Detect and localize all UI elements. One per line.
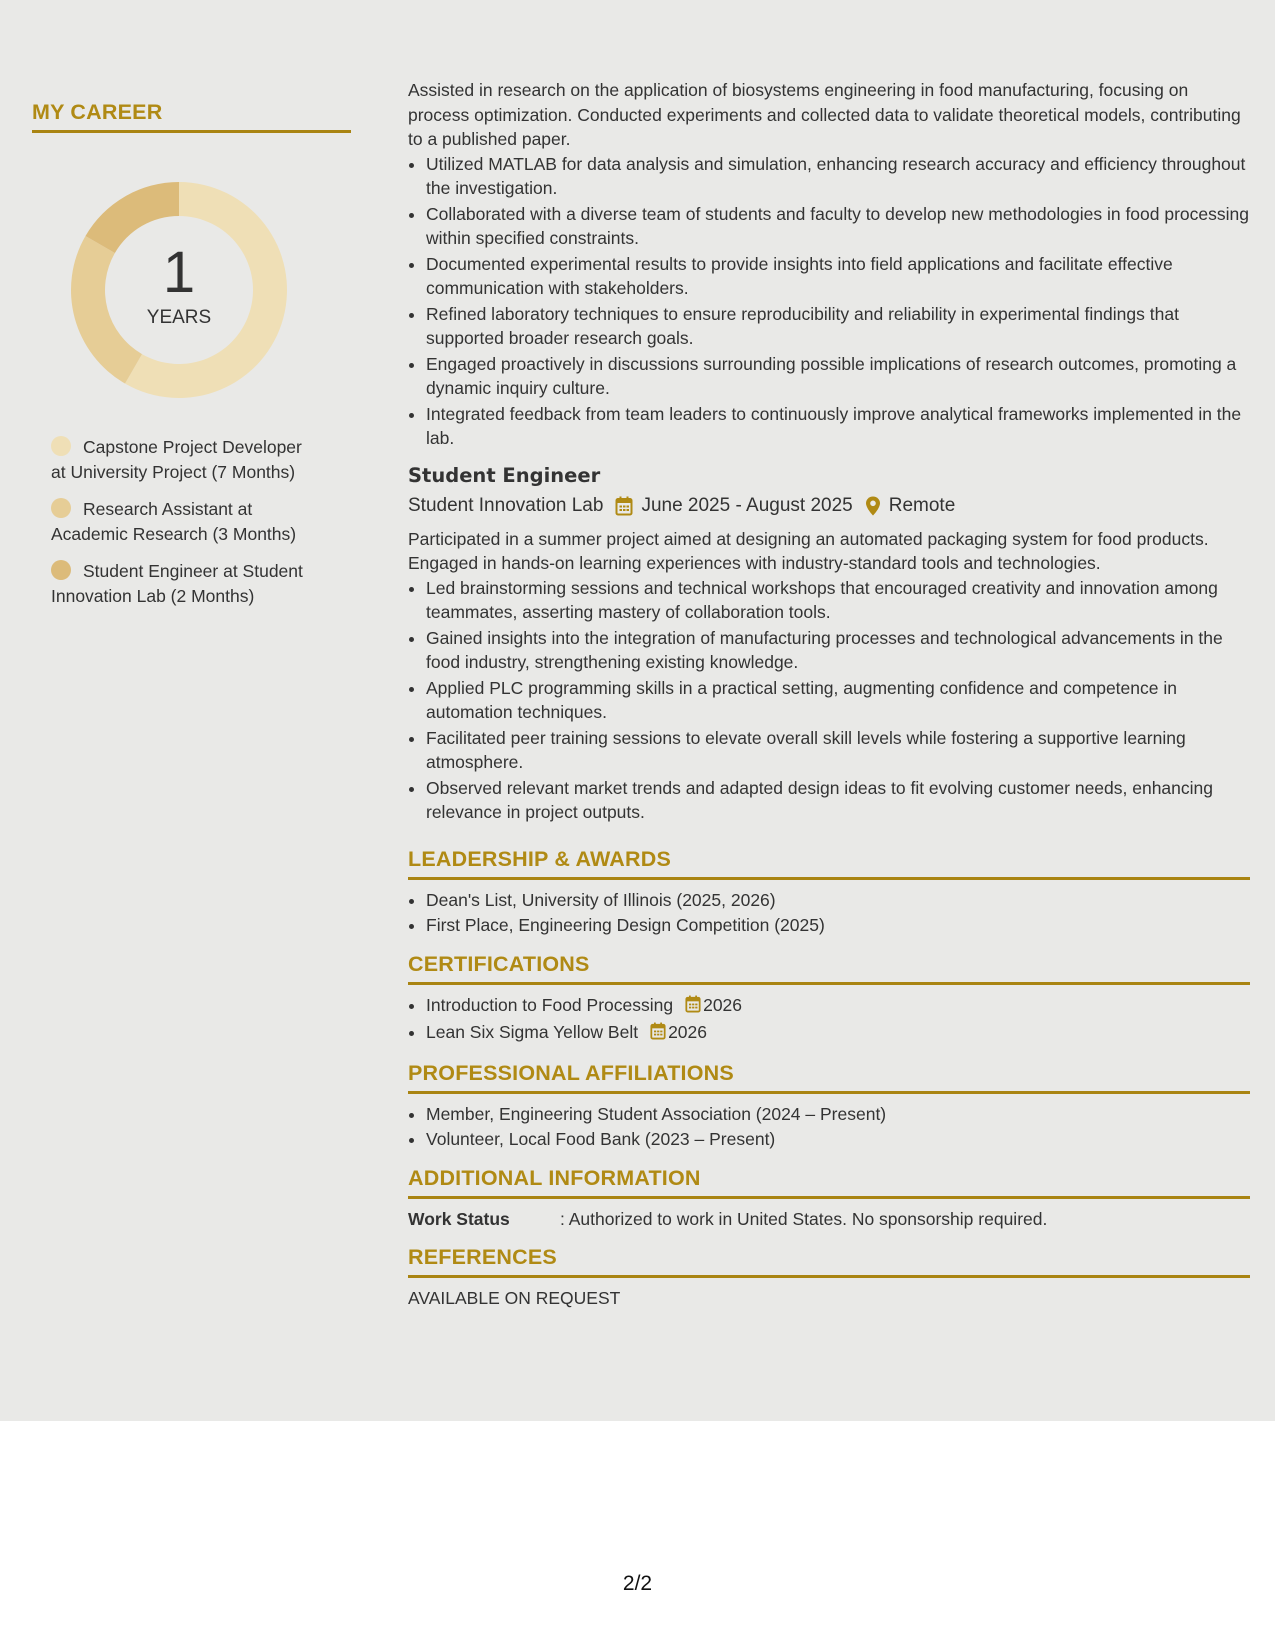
job-location: Remote [888,494,956,516]
legend-dot-icon [51,498,71,518]
work-status-value: : Authorized to work in United States. No sponsorship required. [560,1208,1048,1229]
page-number: 2/2 [622,1572,653,1595]
additional-section [408,1164,1250,1232]
list-item: • First Place, Engineering Design Competition (2025) [426,913,1250,938]
references-section [408,1243,1250,1311]
list-item: • Utilized MATLAB for data analysis and simulation, enhancing research accuracy and efficiency throughout the investigation. [426,152,1250,201]
list-item: • Integrated feedback from team leaders to continuously improve analytical frameworks implemented in the lab. [426,402,1250,451]
cert-year: 2026 [668,1022,708,1042]
work-status-key: Work Status [408,1208,510,1229]
career-years-unit: YEARS [146,307,212,328]
list-item: • Collaborated with a diverse team of students and faculty to develop new methodologies in food processing within specified constraints. [426,202,1250,251]
legend-label: Student Engineer at Student Innovation Lab (2 Months) [51,561,303,606]
certifications-heading: CERTIFICATIONS [408,950,1250,985]
right-column [408,78,1250,1311]
job-dates: June 2025 - August 2025 [641,494,853,516]
list-item: • Facilitated peer training sessions to elevate overall skill levels while fostering a supportive learning atmosphere. [426,726,1250,775]
job-description: Participated in a summer project aimed at designing an automated packaging system for food products. Engaged in hands-on learning experiences with industry-standard tools and technologies. [408,528,1209,573]
job-meta [408,493,1250,519]
references-heading: REFERENCES [408,1243,1250,1278]
list-item: • Led brainstorming sessions and technical workshops that encouraged creativity and innovation among teammates, asserting mastery of collaboration tools. [426,576,1250,625]
legend-label: Research Assistant at Academic Research (3 Months) [51,499,297,544]
list-item [426,993,1250,1020]
legend-item [51,559,321,608]
leadership-heading: LEADERSHIP & AWARDS [408,845,1250,880]
list-item: • Member, Engineering Student Association (2024 – Present) [426,1102,1250,1127]
list-item: • Gained insights into the integration of manufacturing processes and technological advancements in the food industry, strengthening existing knowledge. [426,626,1250,675]
research-bullets [408,152,1250,451]
calendar-icon [615,496,633,516]
list-item: • Engaged proactively in discussions surrounding possible implications of research outcomes, promoting a dynamic inquiry culture. [426,352,1250,401]
work-status-row [408,1207,1250,1232]
legend-item [51,435,321,484]
job-company: Student Innovation Lab [408,494,604,516]
left-column [32,98,351,621]
legend-dot-icon [51,560,71,580]
list-item: • Applied PLC programming skills in a practical setting, augmenting confidence and competence in automation techniques. [426,676,1250,725]
affiliations-heading: PROFESSIONAL AFFILIATIONS [408,1059,1250,1094]
list-item: • Dean's List, University of Illinois (2025, 2026) [426,888,1250,913]
references-text: AVAILABLE ON REQUEST [408,1288,621,1308]
list-item [426,1020,1250,1047]
legend-item [51,497,321,546]
additional-heading: ADDITIONAL INFORMATION [408,1164,1250,1199]
location-pin-icon [865,496,881,516]
leadership-section [408,845,1250,938]
cert-name: Introduction to Food Processing [426,994,674,1015]
career-heading: MY CAREER [32,98,351,133]
research-description: Assisted in research on the application of biosystems engineering in food manufacturing, focusing on process optimization. Conducted experiments and collected data to validate theoretical models, contributing to a published paper. [408,80,1241,149]
legend-label: Capstone Project Developer at University Project (7 Months) [51,437,302,482]
job-bullets [408,576,1250,825]
cert-year: 2026 [703,994,743,1015]
legend-dot-icon [51,436,71,456]
cert-name: Lean Six Sigma Yellow Belt [426,1022,639,1042]
job-title: Student Engineer [408,463,601,487]
certifications-section [408,950,1250,1047]
calendar-icon [650,1022,666,1047]
affiliations-section [408,1059,1250,1152]
list-item: • Observed relevant market trends and adapted design ideas to fit evolving customer needs, enhancing relevance in project outputs. [426,776,1250,825]
calendar-icon [685,995,701,1020]
list-item: • Documented experimental results to provide insights into field applications and facilitate effective communication with stakeholders. [426,252,1250,301]
list-item: • Volunteer, Local Food Bank (2023 – Present) [426,1127,1250,1152]
career-donut-chart [66,177,292,403]
career-legend [51,435,321,608]
career-years-value: 1 [162,240,196,305]
list-item: • Refined laboratory techniques to ensure reproducibility and reliability in experimental findings that supported broader research goals. [426,302,1250,351]
